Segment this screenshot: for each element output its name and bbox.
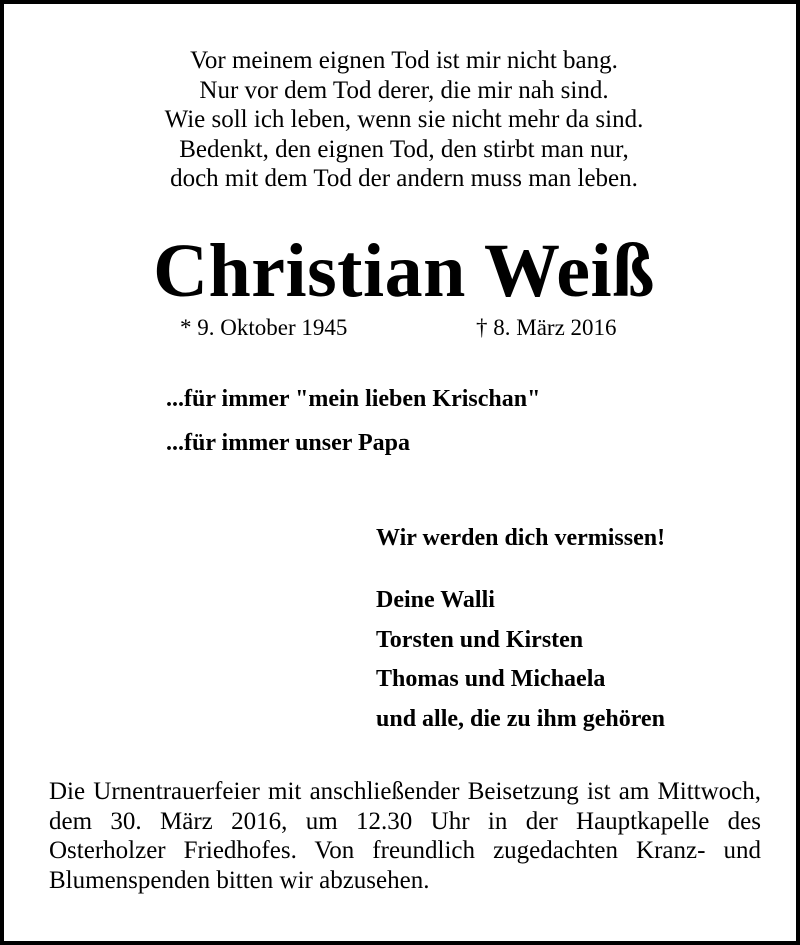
mourner: Deine Walli <box>376 587 495 613</box>
mourner: und alle, die zu ihm gehören <box>376 705 665 732</box>
mourner: Thomas und Michaela <box>376 666 606 692</box>
poem-line: doch mit dem Tod der andern muss man leben. <box>170 165 638 192</box>
funeral-notice: Die Urnentrauerfeier mit anschließender Beisetzung ist am Mittwoch, dem 30. März 2016, um 12.30 Uhr in der Hauptkapelle des Osterholzer Friedhofes. Von freundlich zugedachten Kranz- und Blumenspenden bitten wir abzusehen. <box>49 778 761 894</box>
poem-line: Vor meinem eignen Tod ist mir nicht bang. <box>190 47 618 74</box>
tribute-line: ...für immer unser Papa <box>166 430 410 456</box>
poem <box>4 46 800 194</box>
mourners-list <box>376 581 665 739</box>
tribute-line: ...für immer "mein lieben Krischan" <box>166 386 541 412</box>
mourner: Torsten und Kirsten <box>376 626 584 653</box>
birth-date: * 9. Oktober 1945 <box>180 315 348 340</box>
deceased-name: Christian Weiß <box>153 229 655 313</box>
poem-line: Bedenkt, den eignen Tod, den stirbt man nur, <box>179 135 629 163</box>
farewell-message: Wir werden dich vermissen! <box>376 525 666 551</box>
poem-line: Nur vor dem Tod derer, die mir nah sind. <box>199 76 609 104</box>
death-date: † 8. März 2016 <box>476 315 617 340</box>
poem-line: Wie soll ich leben, wenn sie nicht mehr da sind. <box>164 106 644 133</box>
